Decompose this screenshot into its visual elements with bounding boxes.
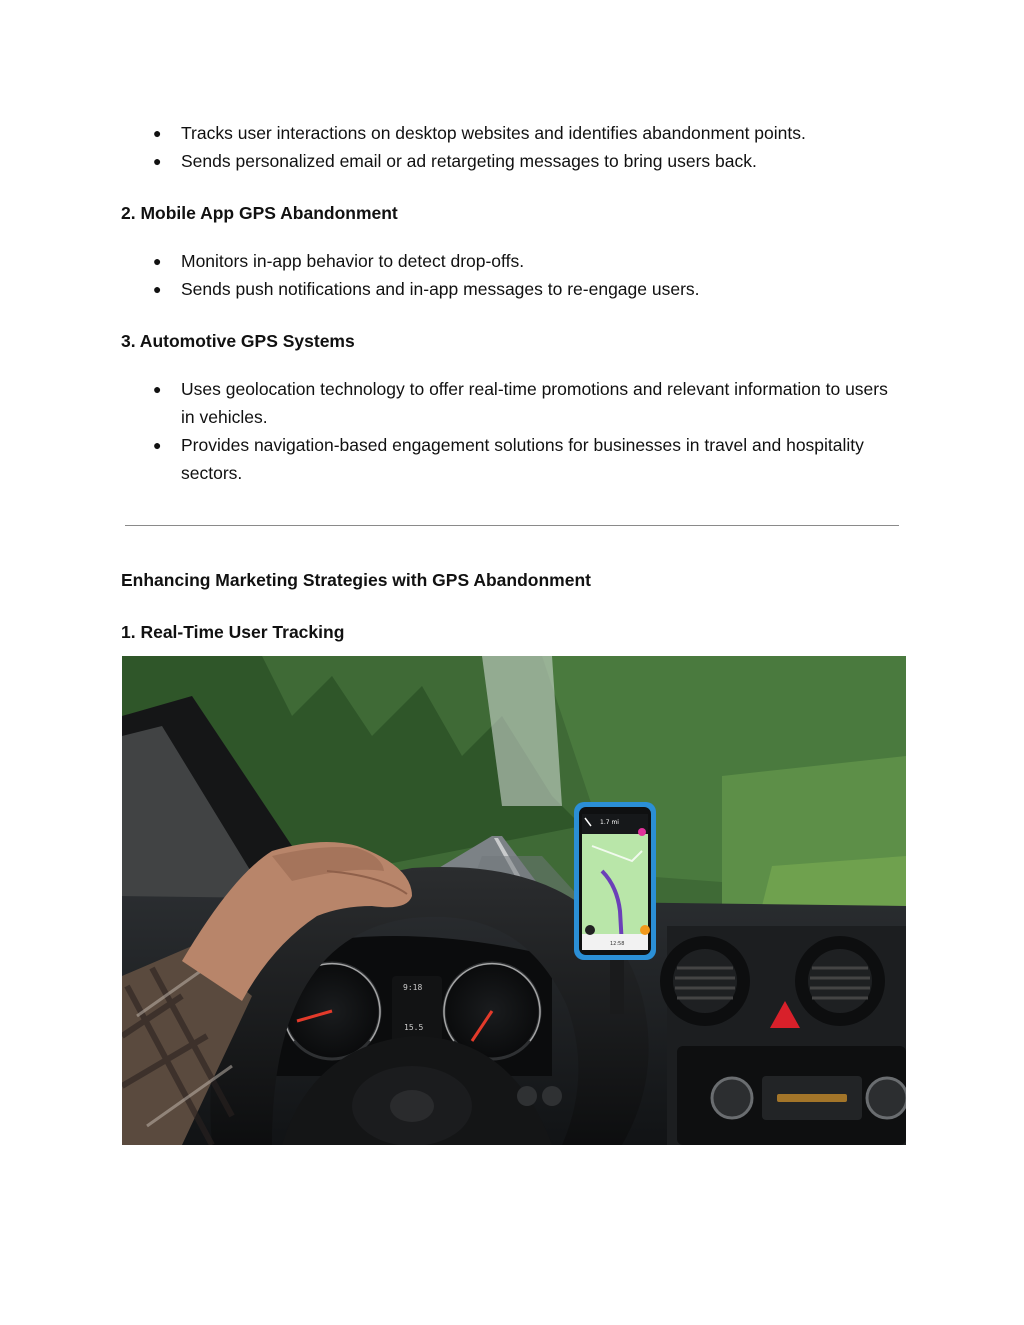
phone-distance-text: 1.7 mi (600, 819, 619, 826)
section-heading-automotive: 3. Automotive GPS Systems (121, 331, 355, 351)
desktop-features-list (0, 119, 1024, 175)
marketing-strategies-heading: Enhancing Marketing Strategies with GPS Abandonment (121, 570, 591, 590)
list-item: ● Provides navigation-based engagement solutions for businesses in travel and hospitality sectors. (0, 431, 1024, 487)
car-dashboard-photo (122, 656, 906, 1145)
section-heading-mobile: 2. Mobile App GPS Abandonment (121, 203, 398, 223)
mobile-features-list (0, 247, 1024, 303)
bullet-icon: ● (153, 281, 162, 297)
automotive-features-list (0, 375, 1024, 487)
list-item: ● Sends personalized email or ad retargeting messages to bring users back. (0, 147, 1024, 175)
bullet-icon: ● (153, 253, 162, 269)
odometer-text: 15.5 (404, 1023, 424, 1032)
phone-clock-text: 12:58 (610, 941, 625, 947)
bullet-icon: ● (153, 381, 162, 397)
bullet-icon: ● (153, 125, 162, 141)
bullet-icon: ● (153, 153, 162, 169)
list-item: ● Monitors in-app behavior to detect drop-offs. (0, 247, 1024, 275)
bullet-icon: ● (153, 437, 162, 453)
list-item: ● Sends push notifications and in-app messages to re-engage users. (0, 275, 1024, 303)
dash-clock-text: 9:18 (403, 983, 423, 992)
horizontal-divider (125, 525, 899, 526)
subsection-heading-tracking: 1. Real-Time User Tracking (121, 622, 345, 642)
list-item: ● Tracks user interactions on desktop websites and identifies abandonment points. (0, 119, 1024, 147)
list-item: ● Uses geolocation technology to offer real-time promotions and relevant information to users in vehicles. (0, 375, 1024, 431)
